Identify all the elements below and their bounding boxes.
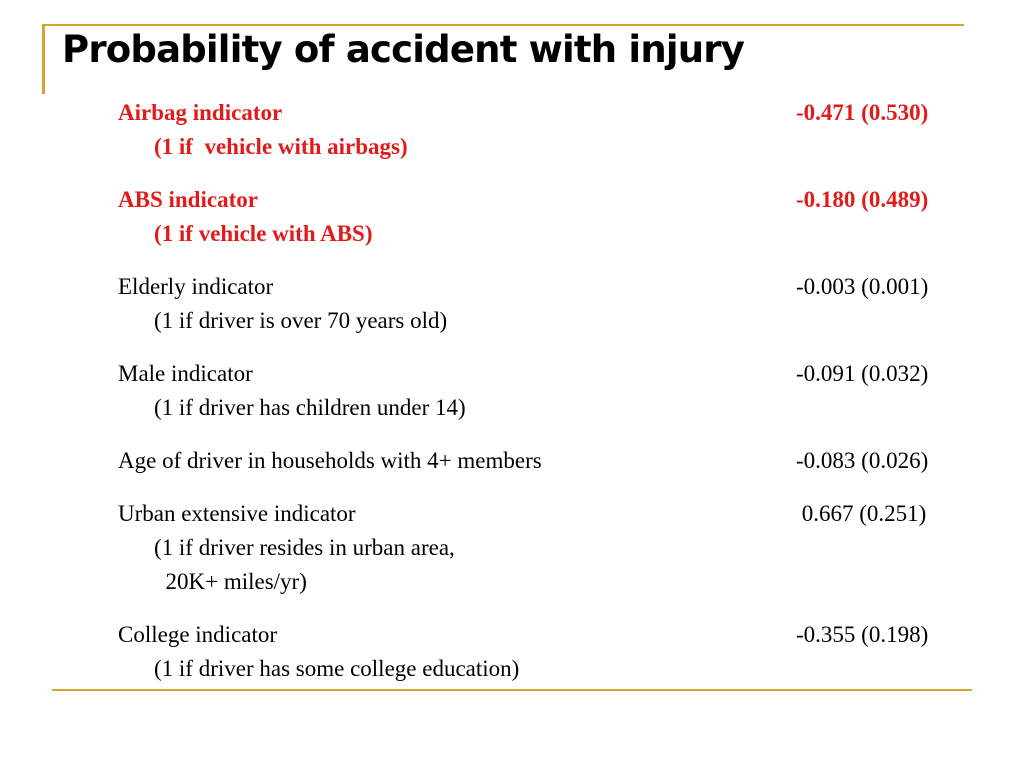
row-elderly-indicator	[118, 270, 958, 338]
row-airbag-indicator	[118, 96, 958, 164]
row-label: Airbag indicator	[118, 100, 283, 125]
row-label: Urban extensive indicator	[118, 501, 356, 526]
row-label: College indicator	[118, 622, 278, 647]
row-value: -0.180 (0.489)	[796, 187, 929, 212]
row-sublabel: (1 if driver has children under 14)	[154, 395, 466, 420]
row-abs-indicator	[118, 183, 958, 251]
row-sublabel: (1 if driver has some college education)	[154, 656, 520, 681]
row-sublabel: (1 if vehicle with ABS)	[154, 221, 373, 246]
row-label: Male indicator	[118, 361, 253, 386]
bottom-divider	[52, 689, 972, 691]
row-label: Age of driver in households with 4+ members	[118, 448, 542, 473]
row-label: Elderly indicator	[118, 274, 274, 299]
row-value: 0.667 (0.251)	[796, 501, 927, 526]
row-college-indicator	[118, 618, 958, 686]
row-sublabel: (1 if driver is over 70 years old)	[154, 308, 448, 333]
row-sublabel: 20K+ miles/yr)	[154, 569, 307, 594]
row-value: -0.083 (0.026)	[796, 448, 929, 473]
row-value: -0.091 (0.032)	[796, 361, 929, 386]
row-value: -0.355 (0.198)	[796, 622, 929, 647]
row-male-indicator	[118, 357, 958, 425]
row-sublabel: (1 if vehicle with airbags)	[154, 134, 408, 159]
row-label: ABS indicator	[118, 187, 258, 212]
row-value: -0.471 (0.530)	[796, 100, 929, 125]
slide-title: Probability of accident with injury	[62, 28, 745, 71]
row-urban-extensive-indicator	[118, 497, 958, 599]
row-age-of-driver	[118, 444, 958, 478]
row-sublabel: (1 if driver resides in urban area,	[154, 535, 455, 560]
row-value: -0.003 (0.001)	[796, 274, 929, 299]
